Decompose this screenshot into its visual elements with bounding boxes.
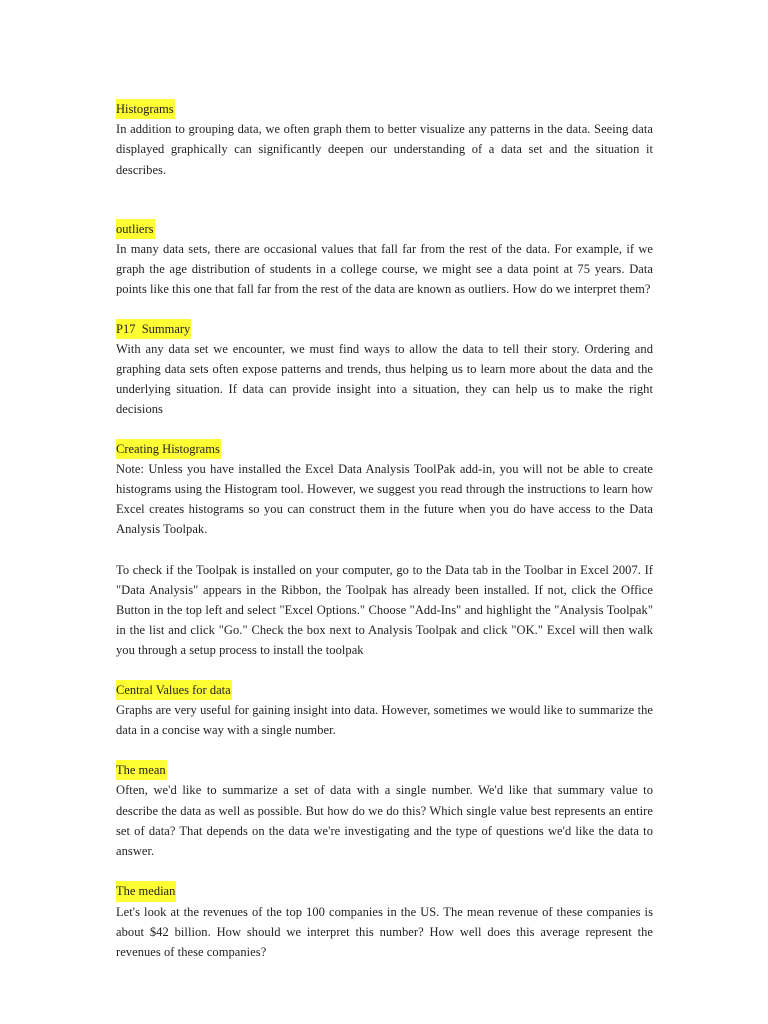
section-summary xyxy=(116,319,653,420)
section-the-median xyxy=(116,881,653,962)
section-paragraph: Often, we'd like to summarize a set of data with a single number. We'd like that summary value to describe the data as well as possible. But how do we do this? Which single value best represents an entire set of data? That depends on the data we're investigating and the type of questions we'd like the data to answer. xyxy=(116,783,653,859)
section-heading: P17 Summary xyxy=(116,319,191,339)
section-the-mean xyxy=(116,760,653,861)
section-heading: The median xyxy=(116,881,176,901)
section-paragraph: In many data sets, there are occasional values that fall far from the rest of the data. For example, if we graph the age distribution of students in a college course, we might see a data point at 75 years. Data points like this one that fall far from the rest of the data are known as outliers. How do we interpret them? xyxy=(116,242,653,297)
section-paragraph: Graphs are very useful for gaining insight into data. However, sometimes we would like to summarize the data in a concise way with a single number. xyxy=(116,702,653,738)
section-paragraph: Let's look at the revenues of the top 100 companies in the US. The mean revenue of these companies is about $42 billion. How should we interpret this number? How well does this average represent the revenues of these companies? xyxy=(116,904,653,959)
section-heading: Central Values for data xyxy=(116,680,232,700)
section-central-values xyxy=(116,680,653,741)
section-paragraph: To check if the Toolpak is installed on your computer, go to the Data tab in the Toolbar in Excel 2007. If "Data Analysis" appears in the Ribbon, the Toolpak has already been installed. If not, click the Office Button in the top left and select "Excel Options." Choose "Add-Ins" and highlight the "Analysis Toolpak" in the list and click "Go." Check the box next to Analysis Toolpak and click "OK." Excel will then walk you through a setup process to install the toolpak xyxy=(116,562,653,658)
section-paragraph: With any data set we encounter, we must find ways to allow the data to tell their story. Ordering and graphing data sets often expose patterns and trends, thus helping us to learn more about the data and the underlying situation. If data can provide insight into a situation, they can help us to make the right decisions xyxy=(116,341,653,417)
section-heading: Histograms xyxy=(116,99,175,119)
section-creating-histograms xyxy=(116,439,653,540)
section-outliers xyxy=(116,219,653,300)
section-heading: outliers xyxy=(116,219,155,239)
section-paragraph: In addition to grouping data, we often graph them to better visualize any patterns in the data. Seeing data displayed graphically can significantly deepen our understanding of a data set and the situation it describes. xyxy=(116,122,653,177)
section-heading: Creating Histograms xyxy=(116,439,221,459)
document-page xyxy=(116,99,653,962)
section-toolpak-instructions xyxy=(116,560,653,661)
section-heading: The mean xyxy=(116,760,167,780)
section-paragraph: Note: Unless you have installed the Excel Data Analysis ToolPak add-in, you will not be able to create histograms using the Histogram tool. However, we suggest you read through the instructions to learn how Excel creates histograms so you can construct them in the future when you do have access to the Data Analysis Toolpak. xyxy=(116,461,653,537)
section-histograms xyxy=(116,99,653,180)
